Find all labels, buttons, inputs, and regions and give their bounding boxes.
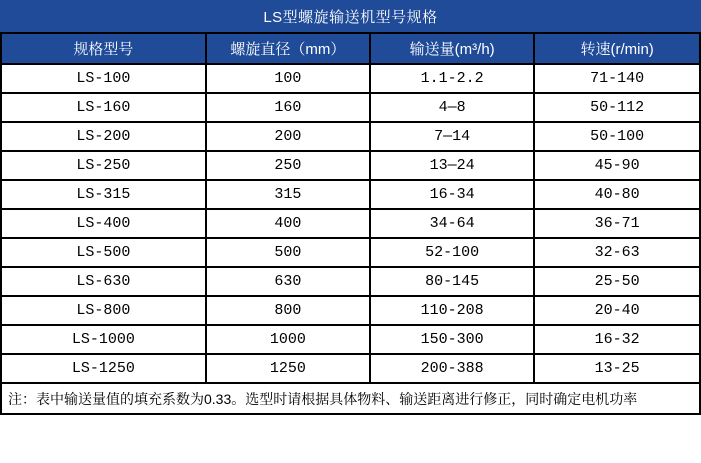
table-row: [1, 64, 700, 93]
cell: 250: [206, 151, 370, 180]
table-body: [1, 64, 700, 383]
cell: 200: [206, 122, 370, 151]
cell: 71-140: [534, 64, 700, 93]
table-row: [1, 209, 700, 238]
cell: 7—14: [370, 122, 534, 151]
cell: 16-32: [534, 325, 700, 354]
spec-table: [0, 32, 701, 415]
table-row: [1, 151, 700, 180]
cell: 40-80: [534, 180, 700, 209]
table-row: [1, 180, 700, 209]
cell: 45-90: [534, 151, 700, 180]
cell: 630: [206, 267, 370, 296]
cell: 13-25: [534, 354, 700, 383]
cell: 52-100: [370, 238, 534, 267]
cell: LS-400: [1, 209, 206, 238]
cell: 16-34: [370, 180, 534, 209]
cell: LS-500: [1, 238, 206, 267]
page-title: LS型螺旋输送机型号规格: [0, 0, 701, 32]
cell: 100: [206, 64, 370, 93]
note-row: [1, 383, 700, 414]
cell: 200-388: [370, 354, 534, 383]
cell: 800: [206, 296, 370, 325]
column-header-model: 规格型号: [1, 33, 206, 64]
note-text: 注：表中输送量值的填充系数为0.33。选型时请根据具体物料、输送距离进行修正，同时确定电机功率: [1, 383, 700, 414]
cell: 110-208: [370, 296, 534, 325]
table-row: [1, 354, 700, 383]
cell: 1.1-2.2: [370, 64, 534, 93]
cell: 80-145: [370, 267, 534, 296]
cell: LS-1250: [1, 354, 206, 383]
cell: LS-200: [1, 122, 206, 151]
cell: LS-100: [1, 64, 206, 93]
cell: 315: [206, 180, 370, 209]
cell: LS-250: [1, 151, 206, 180]
table-row: [1, 296, 700, 325]
cell: LS-160: [1, 93, 206, 122]
cell: 25-50: [534, 267, 700, 296]
cell: 34-64: [370, 209, 534, 238]
cell: 500: [206, 238, 370, 267]
cell: 13—24: [370, 151, 534, 180]
cell: 50-112: [534, 93, 700, 122]
column-header-diameter: 螺旋直径（mm）: [206, 33, 370, 64]
header-row: [1, 33, 700, 64]
cell: 32-63: [534, 238, 700, 267]
cell: 4—8: [370, 93, 534, 122]
table-row: [1, 267, 700, 296]
table-row: [1, 93, 700, 122]
cell: 150-300: [370, 325, 534, 354]
cell: LS-1000: [1, 325, 206, 354]
table-row: [1, 238, 700, 267]
cell: 400: [206, 209, 370, 238]
cell: LS-630: [1, 267, 206, 296]
cell: 50-100: [534, 122, 700, 151]
column-header-capacity: 输送量(m³/h): [370, 33, 534, 64]
cell: LS-800: [1, 296, 206, 325]
cell: 160: [206, 93, 370, 122]
cell: 1250: [206, 354, 370, 383]
cell: 36-71: [534, 209, 700, 238]
cell: LS-315: [1, 180, 206, 209]
cell: 20-40: [534, 296, 700, 325]
column-header-speed: 转速(r/min): [534, 33, 700, 64]
cell: 1000: [206, 325, 370, 354]
table-row: [1, 325, 700, 354]
table-row: [1, 122, 700, 151]
